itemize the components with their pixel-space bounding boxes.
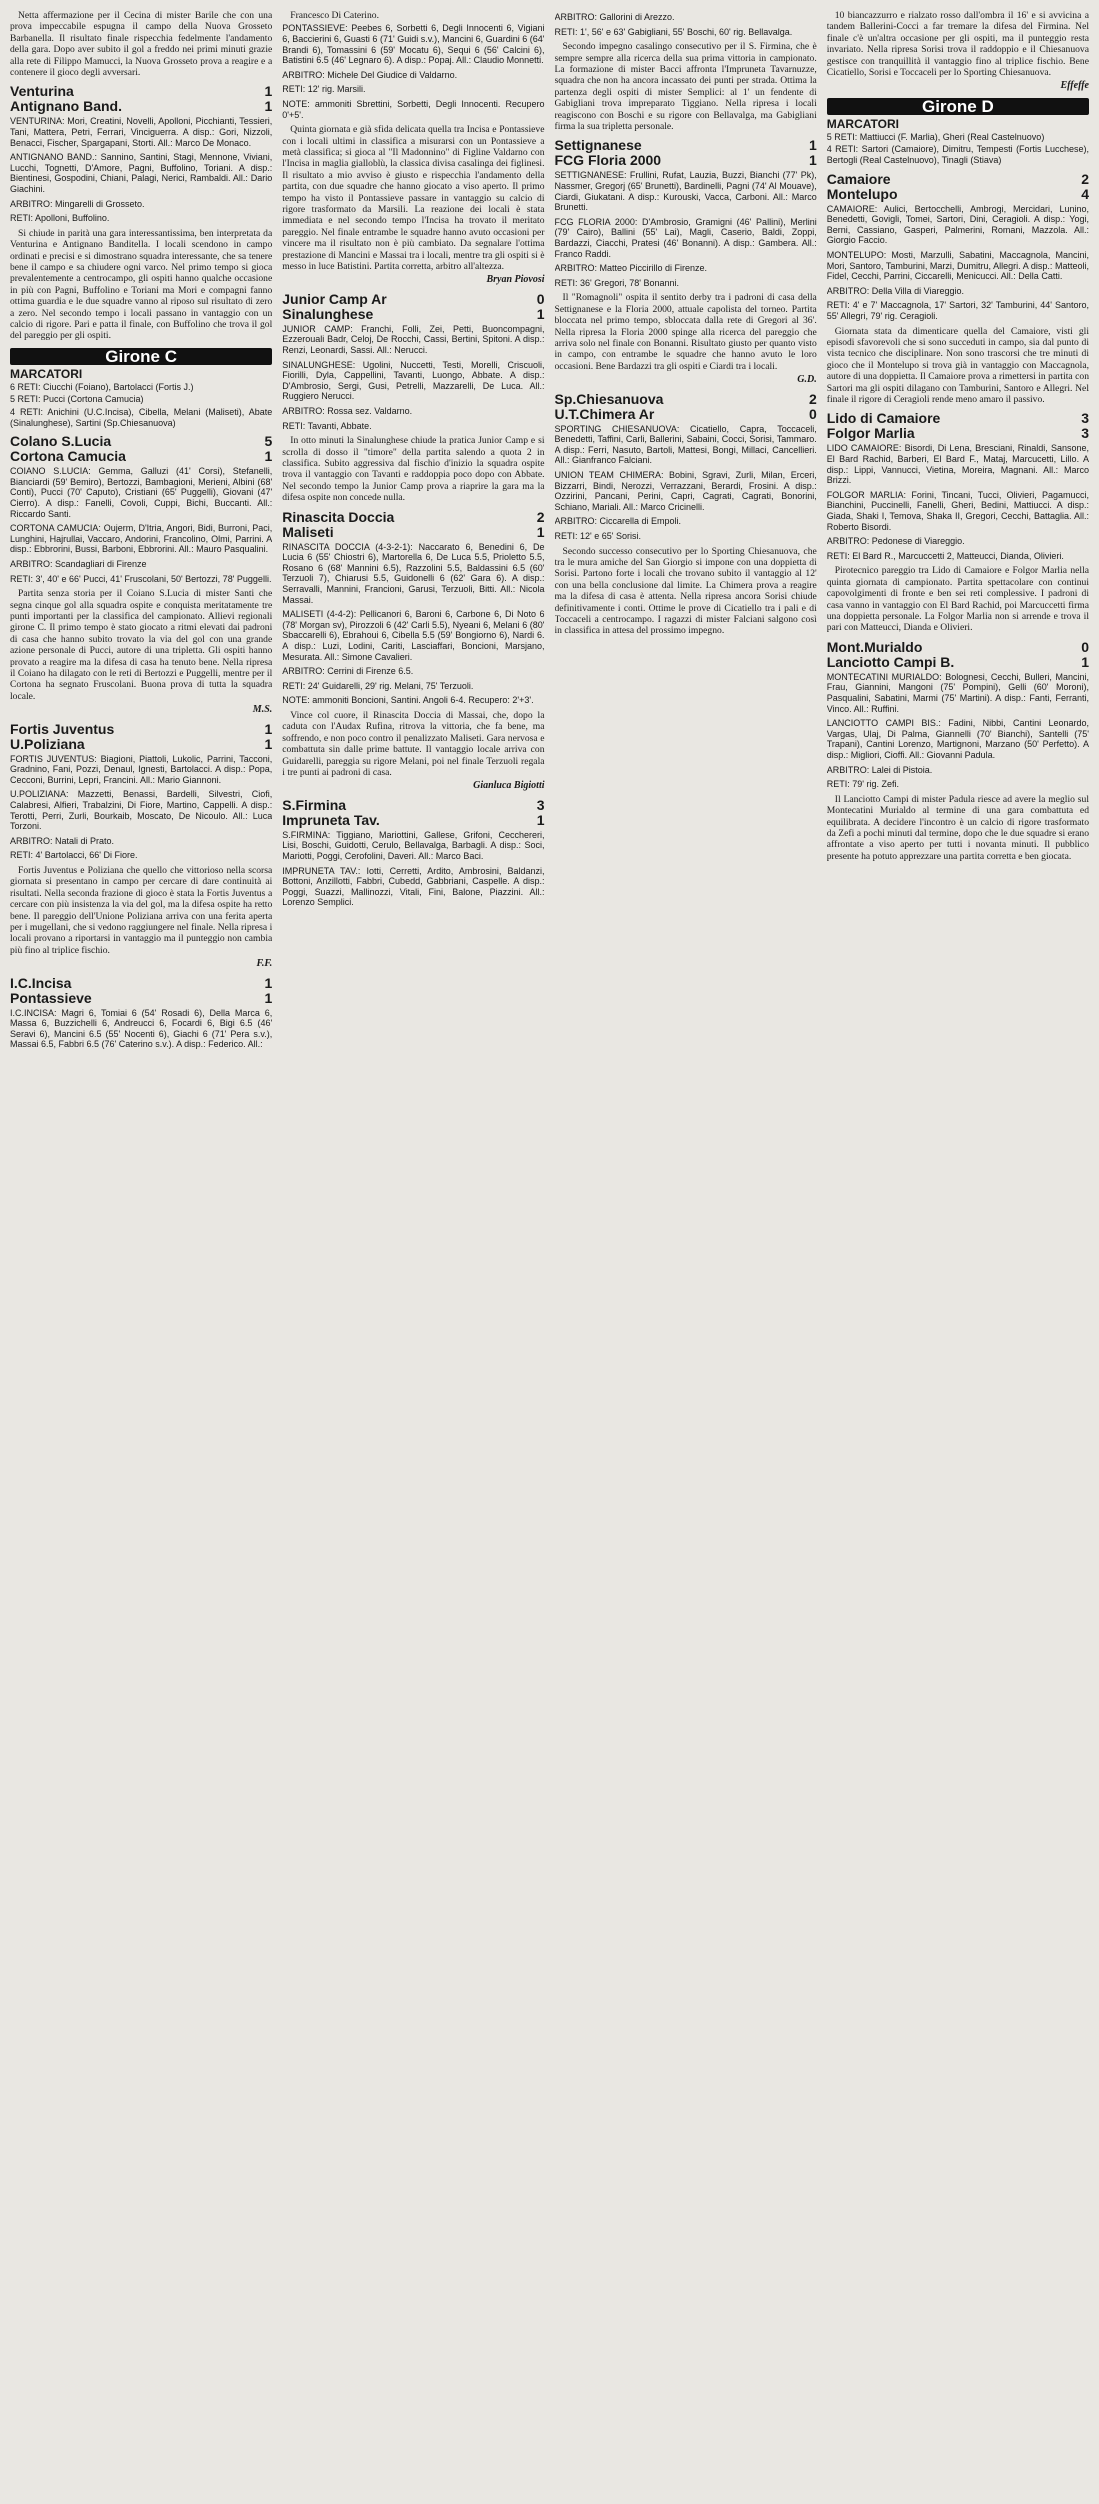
home-team-name: Venturina (10, 83, 74, 100)
away-team-score: 1 (536, 523, 545, 540)
match-away-row (282, 307, 544, 322)
home-team-score: 1 (264, 720, 273, 737)
match-lineup2: U.POLIZIANA: Mazzetti, Benassi, Bardelli, Silvestri, Ciofi, Calabresi, Alfieri, Trabalzini, Di Fiore, Martino, Cappelli. A disp.: Terotti, Perri, Zurli, Bourkaib, Moscato, De Nicoulo. All.: Luca Torzoni. (10, 789, 273, 832)
match-ref: ARBITRO: Pedonese di Viareggio. (826, 536, 965, 547)
match-info-goals: RETI: 12' rig. Marsili. (282, 84, 366, 95)
match-info-ref: ARBITRO: Michele Del Giudice di Valdarno. (282, 69, 458, 80)
match-home-row (282, 510, 544, 525)
match-lineup: COIANO S.LUCIA: Gemma, Galluzi (41' Corsi), Stefanelli, Bianciardi (59' Bemiro), Bertozzi, Bambagioni, Merieni, Albini (68' Conti), Pucci (70' Caputo), Cristiani (65' Puggelli), Giovani (47' Cierro). A disp.: Fanelli, Covoli, Cuppi, Bichi, Buccanti. All.: Riccardo Santi. (10, 466, 273, 519)
home-team-name: Colano S.Lucia (10, 433, 112, 450)
scorers-box (827, 119, 1089, 165)
home-team-score: 1 (808, 137, 817, 154)
column-2 (282, 10, 544, 2484)
article-paragraph: Secondo impegno casalingo consecutivo per il S. Firmina, che è sempre sempre alla ricerca della sua prima vittoria in campionato. La formazione di mister Bacci affronta l'Impruneta Tavarnuzze, squadra che non ha ancora incassato dei punti per strada. Ottima la partenza degli ospiti di mister Semplici: al 1' un fendente di Gabigliani trova impreparato Tiggiano. Nella ripresa i locali reagiscono con Boschi e su rigore con Bellavalga, ma Gabigliani firma la sua tripletta personale. (554, 41, 817, 133)
author-byline: Gianluca Bigiotti (473, 780, 545, 792)
away-team-name: Sinalunghese (282, 305, 374, 322)
match-lineup: SETTIGNANESE: Frullini, Rufat, Lauzia, Buzzi, Bianchi (77' Pk), Nassmer, Gregorj (65' Brunetti), Bardinelli, Pagni (74' Al Mouave), Ciardi, Giukatani. A disp.: Kurouski, Vacca, Carboni. All.: Marco Brunetti. (554, 170, 817, 213)
match-away-row (10, 991, 272, 1006)
match-home-row (555, 138, 817, 153)
article-paragraph: Fortis Juventus e Poliziana che quello che vittorioso nella scorsa giornata si presentano in campo per cercare di dare continuità ai risultati. Nella seconda frazione di gioco è stata la Fortis Juventus a cercare con più insistenza la via del gol, ma la difesa ospite ha retto bene. Il pareggio dell'Unione Poliziana arriva con una ferita aperta per i mugellani, che si vedono raggiungere nel finale. Nella ripresa i locali provano a riportarsi in vantaggio ma il punteggio non cambia più fino al triplice fischio. (10, 864, 273, 956)
away-team-score: 1 (264, 98, 273, 115)
article-paragraph: Netta affermazione per il Cecina di mister Barile che con una prova impeccabile espugna il campo della Nuova Grosseto Barbanella. Il risultato finale rispecchia fedelmente l'andamento della gara. Dopo aver subito il gol a freddo nei primi minuti grazie alla rete di Filippo Mamucci, la Nuova Grosseto prova a reagire e a contenere il gioco degli avversari. (10, 10, 273, 79)
match-home-row (282, 798, 544, 813)
match-goals: RETI: 3', 40' e 66' Pucci, 41' Fruscolani, 50' Bertozzi, 78' Puggelli. (10, 573, 272, 584)
match-away-row (555, 407, 817, 422)
away-team-score: 4 (1081, 185, 1089, 202)
match-goals: RETI: 4' e 7' Maccagnola, 17' Sartori, 32' Tamburini, 44' Santoro, 55' Allegri, 79' rig. Ceragioli. (826, 300, 1089, 321)
home-team-score: 1 (264, 974, 273, 991)
article-paragraph: Vince col cuore, il Rinascita Doccia di Massai, che, dopo la caduta con l'Audax Rufina, ritrova la vittoria, che fa bene, ma soffrendo, e non poco contro il penalizzato Maliseti. Gara nervosa e combattuta sin dalle prime battute. Il vantaggio locale arriva con Guidarelli, pareggia su rigore Melani, poi nel finale Terzuoli regala i tre punti ai padroni di casa. (282, 709, 545, 778)
home-team-name: Mont.Murialdo (826, 638, 923, 655)
away-team-name: Impruneta Tav. (282, 811, 380, 828)
home-team-score: 2 (1081, 170, 1089, 187)
article-paragraph: Pirotecnico pareggio tra Lido di Camaiore e Folgor Marlia nella quinta giornata di campionato. Partita spettacolare con continui capovolgimenti di fronte e ben sei reti complessive. I padroni di casa vanno in vantaggio con El Bard Rachid, poi Marcuccetti firma una doppietta personale. La Folgor Marlia non si arrende e trova il pari con Matteucci, Dianda e Olivieri. (826, 565, 1089, 634)
match-lineup2: SINALUNGHESE: Ugolini, Nuccetti, Testi, Morelli, Criscuoli, Fiorilli, Dyla, Cappellini, Tavanti, Luongo, Abbate. A disp.: D'Ambrosio, Sergi, Gusi, Petrelli, Mazzarelli, De Luca. All.: Ruggiero Nerucci. (282, 359, 545, 402)
match-away-row (10, 99, 272, 114)
away-team-name: U.T.Chimera Ar (554, 405, 655, 422)
match-goals: RETI: 12' e 65' Sorisi. (554, 530, 641, 541)
article-paragraph: 10 biancazzurro e rialzato rosso dall'ombra il 16' e si avvicina a tandem Ballerini-Cocci a far tremare la difesa del Firmina. Nel finale c'è un'altra occasione per gli ospiti, ma il punteggio resta invariato. Nella ripresa Sorisi trova il raddoppio e il Chiesanuova gestisce con tranquillità il vantaggio fino al triplice fischio. Bene Cicatiello, Sorisi e Toccaceli per lo Sporting Chiesanuova. (826, 10, 1089, 79)
match-away-row (827, 655, 1089, 670)
away-team-score: 1 (264, 735, 273, 752)
match-goals: RETI: 24' Guidarelli, 29' rig. Melani, 75' Terzuoli. (282, 680, 474, 691)
match-lineup2: LANCIOTTO CAMPI BIS.: Fadini, Nibbi, Cantini Leonardo, Vargas, Ulaj, Di Palma, Giannelli (70' Bianchi), Santelli (75' Trapani), Cantini Lorenzo, Martignoni, Marzano (50' Perfetto). A disp.: Migliori, Cioffi. All.: Giovanni Padula. (826, 718, 1089, 760)
match-home-row (10, 84, 272, 99)
match-lineup2: FCG FLORIA 2000: D'Ambrosio, Gramigni (46' Pallini), Merlini (79' Cairo), Ballini (55' Lai), Magli, Caserio, Baldi, Zoppi, Bardazzi, Ciacchi, Pratesi (46' Bonanni). A disp.: Gambera. All.: Franco Raddi. (554, 216, 817, 259)
group-header: Girone C (10, 348, 272, 365)
match-away-row (827, 187, 1089, 202)
group-header: Girone D (827, 98, 1089, 115)
match-lineup2: MALISETI (4-4-2): Pellicanori 6, Baroni 6, Carbone 6, Di Noto 6 (78' Morgan sv), Pirozzoli 6 (42' Carli 5.5), Nyeani 6, Melani 6 (80' Sbaccarelli 6), Ebrahoui 6, Cibella 5.5 (59' Bongiorno 6), Nardi 6. A disp.: Luzi, Lodini, Cariti, Lasciaffari, Boncioni, Marsjano, Mesurata. All.: Simone Cavalieri. (282, 609, 545, 662)
match-home-row (282, 292, 544, 307)
home-team-score: 3 (536, 796, 545, 813)
away-team-score: 1 (264, 448, 273, 465)
match-away-row (555, 153, 817, 168)
away-team-name: Pontassieve (10, 989, 92, 1006)
scorers-line: 6 RETI: Ciucchi (Foiano), Bartolacci (Fortis J.) (10, 381, 194, 392)
home-team-name: Fortis Juventus (10, 720, 115, 737)
home-team-name: Settignanese (554, 137, 642, 154)
match-info-text: ARBITRO: Gallorini di Arezzo. (554, 12, 675, 22)
newspaper-page (10, 10, 1089, 2484)
away-team-score: 1 (536, 811, 545, 828)
match-home-row (10, 722, 272, 737)
match-ref: ARBITRO: Natali di Prato. (10, 835, 115, 846)
match-info-goals: RETI: 1', 56' e 63' Gabigliani, 55' Boschi, 60' rig. Bellavalga. (554, 26, 793, 37)
away-team-name: Maliseti (282, 523, 334, 540)
away-team-name: Folgor Marlia (826, 425, 915, 442)
away-team-name: U.Poliziana (10, 735, 85, 752)
home-team-score: 1 (264, 83, 273, 100)
match-lineup2: IMPRUNETA TAV.: Iotti, Cerretti, Ardito, Ambrosini, Baldanzi, Bottoni, Anzillotti, Fabbri, Cubedd, Gabbriani, Caspelle. A disp.: Poggi, Suazzi, Mallinozzi, Vitali, Fini, Balone, Piazzini. All.: Lorenzo Semplici. (282, 865, 545, 908)
away-team-name: Montelupo (826, 185, 898, 202)
match-ref: ARBITRO: Mingarelli di Grosseto. (10, 198, 145, 209)
article-paragraph: Partita senza storia per il Coiano S.Lucia di mister Santi che segna cinque gol alla squadra ospite e conquista meritatamente tre punti importanti per la classifica del campionato. Allievi regionali girone C. Il primo tempo è stato giocato a ritmi elevati dai padroni di casa che hanno subito trovato la via del gol con una grande azione personale di Pucci, autore di una tripletta. Gli ospiti hanno provato a reagire ma la difesa di casa ha tenuto bene. Nella ripresa il Coiano ha dilagato con le reti di Bertozzi e Puggelli, mentre per il Cortona ha segnato Fruscolani. Buona prova di tutta la squadra locale. (10, 588, 273, 702)
match-lineup2: ANTIGNANO BAND.: Sannino, Santini, Stagi, Mennone, Viviani, Lucchi, Tognetti, D'Amore, Pagni, Buffolino, Toriani. A disp.: Bientinesi, Gospodini, Chiani, Palagi, Nerici, Rambaldi. All.: Dario Giachini. (10, 152, 273, 194)
match-home-row (555, 392, 817, 407)
match-home-row (827, 411, 1089, 426)
match-away-row (282, 525, 544, 540)
scorers-title: MARCATORI (826, 117, 899, 132)
match-goals: RETI: 36' Gregori, 78' Bonanni. (554, 277, 680, 288)
match-info-notes: NOTE: ammoniti Sbrettini, Sorbetti, Degli Innocenti. Recupero 0'+5'. (282, 98, 545, 120)
away-team-name: FCG Floria 2000 (554, 152, 662, 169)
home-team-name: Rinascita Doccia (282, 508, 395, 525)
match-goals: RETI: Apolloni, Buffolino. (10, 213, 110, 224)
home-team-name: I.C.Incisa (10, 974, 72, 991)
match-lineup2: UNION TEAM CHIMERA: Bobini, Sgravi, Zurli, Milan, Erceri, Bizzarri, Bindi, Nerozzi, Verrazzani, Berardi, Frosini. A disp.: Ozzirini, Pancani, Perini, Capri, Cagrati, Cagrati, Bonorini, Schiano, Mariali. All.: Marco Cricinelli. (554, 470, 817, 512)
article-paragraph: Giornata stata da dimenticare quella del Camaiore, visti gli episodi sfavorevoli che si sono succeduti in campo, sia dal punto di vista tecnico che disciplinare. Non sono trascorsi che tre minuti di gioco che il Montelupo si trova già in vantaggio con Maccagnola, autore di una doppietta. Il Camaiore prova a rimettersi in partita con Sartori ma gli ospiti dilagano con Tamburini, Santoro e Allegri. Nel finale il rigore di Ceragioli rende meno amaro il passivo. (826, 325, 1089, 405)
author-byline: Bryan Piovosi (486, 274, 545, 286)
match-lineup: RINASCITA DOCCIA (4-3-2-1): Naccarato 6, Benedini 6, De Lucia 6 (55' Chiostri 6), Martorella 6, De Luca 5.5, Prioletto 5.5, Rosano 6 (68' Mannini 6.5), Razzolini 5.5, Baldassini 6.5 (60' Terzuoli 7), Chiarusi 5.5, Guidonelli 6 (62' Gara 6). A disp.: Serravalli, Mannini, Francioni, Garusi, Terzuoli, Bitti. All.: Nicola Massai. (282, 541, 545, 605)
author-byline: F.F. (256, 958, 273, 970)
home-team-score: 3 (1081, 410, 1089, 427)
scorers-line: 5 RETI: Pucci (Cortona Camucia) (10, 394, 144, 405)
article-paragraph: Il "Romagnoli" ospita il sentito derby tra i padroni di casa della Settignanese e la Floria 2000, attuale capolista del torneo. Partita bloccata nel primo tempo, sbloccata dalla rete di Gregori al 36'. Nella ripresa la Floria 2000 spinge alla ricerca del pareggio che arriva solo nel finale con Bonanni. Risultato giusto per quanto visto in campo, con entrambe le squadre che hanno avuto le loro occasioni. Bene Bardazzi tra gli ospiti e Ciardi tra i locali. (554, 292, 817, 372)
match-ref: ARBITRO: Della Villa di Viareggio. (826, 285, 964, 296)
match-ref: ARBITRO: Cerrini di Firenze 6.5. (282, 666, 414, 677)
match-lineup: VENTURINA: Mori, Creatini, Novelli, Apolloni, Picchianti, Tessieri, Tani, Mattera, Petri, Ferrari, Vinciguerra. A disp.: Gori, Nizzoli, Benacci, Fischer, Spargapani, Storti. All.: Marco De Monaco. (10, 116, 273, 148)
match-lineup2: CORTONA CAMUCIA: Oujerm, D'Itria, Angori, Bidi, Burroni, Paci, Lunghini, Hajrullai, Vaccaro, Andorini, Francolino, Olmi, Parrini. A disp.: Ebbrorini, Bussi, Barboni, Ebbrorini. All.: Mauro Pasqualini. (10, 523, 273, 555)
match-lineup: MONTECATINI MURIALDO: Bolognesi, Cecchi, Bulleri, Mancini, Frau, Giannini, Mangoni (75' Pompini), Gelli (60' Moroni), Pasqualini, Sabatini, Marmi (75' Martini). A disp.: Fanti, Ferranti, Vinco. All.: Ruffini. (826, 671, 1089, 714)
home-team-score: 2 (808, 390, 817, 407)
match-lineup: I.C.INCISA: Magri 6, Tomiai 6 (54' Rosadi 6), Della Marca 6, Massa 6, Buzzichelli 6, Andreucci 6, Focardi 6, Bigi 6.5 (46' Seravi 6), Mancini 6.5 (55' Nocenti 6), Giachi 6 (71' Pera s.v.), Massai 6.5, Fabbri 6.5 (76' Caterino s.v.). A disp.: Federico. All.: (10, 1007, 273, 1050)
match-lineup2: FOLGOR MARLIA: Forini, Tincani, Tucci, Olivieri, Pagamucci, Bianchini, Puccinelli, Fanelli, Gheri, Bedini, Mattiucci. A disp.: Giada, Shaki I, Temova, Shaka II, Gregori, Cecchi, Battaglia. All.: Roberto Bisordi. (826, 489, 1089, 532)
match-lineup2: MONTELUPO: Mosti, Marzulli, Sabatini, Maccagnola, Mancini, Mori, Santoro, Tamburini, Marzi, Dumitru, Allegri. A disp.: Matteoli, Fidel, Cecchi, Parrini, Ciccarelli, Menicucci. All.: Della Catti. (826, 250, 1089, 282)
scorers-line: 5 RETI: Mattiucci (F. Marlia), Gheri (Real Castelnuovo) (826, 131, 1045, 142)
match-notes: NOTE: ammoniti Boncioni, Santini. Angoli 6-4. Recupero: 2'+3'. (282, 695, 534, 706)
match-goals: RETI: Tavanti, Abbate. (282, 420, 372, 431)
match-ref: ARBITRO: Matteo Piccirillo di Firenze. (554, 263, 708, 274)
match-ref: ARBITRO: Lalei di Pistoia. (826, 764, 933, 775)
home-team-name: Sp.Chiesanuova (554, 390, 664, 407)
home-team-score: 0 (1081, 638, 1089, 655)
match-ref: ARBITRO: Scandagliari di Firenze (10, 558, 147, 569)
away-team-name: Cortona Camucia (10, 448, 126, 465)
author-byline: M.S. (252, 704, 273, 716)
match-away-row (282, 813, 544, 828)
away-team-score: 0 (808, 405, 817, 422)
away-team-score: 1 (1081, 653, 1089, 670)
match-lineup: JUNIOR CAMP: Franchi, Folli, Zei, Petti, Buoncompagni, Ezzerouali Badr, Celoj, De Rocchi, Cassi, Bertini, Spitoni. A disp.: Renzi, Leonardi, Sassi. All.: Nerucci. (282, 323, 545, 356)
scorers-title: MARCATORI (10, 367, 83, 382)
match-home-row (10, 434, 272, 449)
match-lineup: CAMAIORE: Aulici, Bertocchelli, Ambrogi, Mercidari, Lunino, Benedetti, Govigli, Tomei, Sartori, Dini, Ceragioli. A disp.: Yogi, Berni, Cassiano, Gasperi, Palmerini, Romani, Mazzola. All.: Giorgio Faccio. (826, 203, 1089, 246)
match-lineup: FORTIS JUVENTUS: Biagioni, Piattoli, Lukolic, Parrini, Tacconi, Gradnino, Fani, Pozzi, Denaul, Ignesti, Bartolacci. A disp.: Popa, Cecconi, Burrini, Lepri, Francini. All.: Mario Giannoni. (10, 753, 273, 785)
column-3 (555, 10, 817, 2484)
scorers-box (10, 369, 272, 428)
match-ref: ARBITRO: Ciccarella di Empoli. (554, 516, 682, 527)
scorers-line: 4 RETI: Anichini (U.C.Incisa), Cibella, Melani (Maliseti), Abate (Sinalunghese), Sartini (Sp.Chiesanuova) (10, 407, 273, 428)
author-byline: G.D. (797, 374, 817, 386)
match-goals: RETI: 79' rig. Zefi. (826, 779, 899, 790)
home-team-name: Lido di Camaiore (826, 410, 941, 427)
match-info-text: PONTASSIEVE: Peebes 6, Sorbetti 6, Degli Innocenti 6, Vigiani 6, Baccierini 6, Guasti 6 (71' Guidi s.v.), Mancini 6, Guardini 6 (64' Brandi 6), Tomassini 6 (59' Mocatu 6), Sequi 6 (56' Calcini 6), Batistini 6.5 (46' Legnaro 6). A disp.: Popaj. All.: Claudio Monnetti. (282, 23, 545, 66)
match-away-row (10, 449, 272, 464)
column-4 (827, 10, 1089, 2484)
away-team-name: Antignano Band. (10, 98, 122, 115)
match-home-row (827, 172, 1089, 187)
away-team-score: 3 (1081, 425, 1089, 442)
article-paragraph: Quinta giornata e già sfida delicata quella tra Incisa e Pontassieve con i locali ultimi in classifica a misurarsi con un Pontassieve a metà classifica; si gioca al "Il Madonnino" di Figline Valdarno con l'Incisa in maglia gialloblù, la classica divisa casalinga dei figlinesi. Il risultato a mio avviso è giusto e rispecchia l'andamento della partita, con due squadre che hanno giocato a viso aperto. Il primo tempo ha visto il Pontassieve passare in vantaggio su calcio di rigore trasformato da Marsili. La reazione dei locali è stata immediata e nel secondo tempo l'Incisa ha trovato il meritato pareggio. Nel finale entrambe le squadre hanno avuto occasioni per vincere ma il risultato non è più cambiato. Da segnalare l'ottima prestazione di Mancini e Massai tra i locali, mentre tra gli ospiti si è messo in luce Batistini. Partita corretta, arbitro all'altezza. (282, 124, 545, 273)
match-goals: RETI: 4' Bartolacci, 66' Di Fiore. (10, 850, 138, 861)
match-lineup: SPORTING CHIESANUOVA: Cicatiello, Capra, Toccaceli, Benedetti, Taffini, Carli, Ballerini, Sabaini, Cocci, Sorisi, Tammaro. A disp.: Ferri, Nasuto, Bartoli, Mattesi, Bongi, Millaci, Cancellieri. All.: Gianfranco Falciani. (554, 423, 817, 466)
article-paragraph: In otto minuti la Sinalunghese chiude la pratica Junior Camp e si scrolla di dosso il "timore" della partita salendo a quota 2 in classifica. Subito aggressiva dal fischio d'inizio la squadra ospite trova il vantaggio con Tavanti e raddoppia poco dopo con Abbate. Nel secondo tempo la Junior Camp prova a riaprire la gara ma la difesa ospite non concede nulla. (282, 435, 545, 504)
away-team-score: 1 (536, 305, 545, 322)
away-team-score: 1 (264, 989, 273, 1006)
match-goals: RETI: El Bard R., Marcuccetti 2, Matteucci, Dianda, Olivieri. (826, 550, 1064, 561)
match-lineup: S.FIRMINA: Tiggiano, Mariottini, Gallese, Grifoni, Cecchereri, Lisi, Boschi, Guidotti, Cerulo, Bellavalga, Barbagli. A disp.: Soci, Mariotti, Poggi, Cerofolini, Daveri. All.: Marco Baci. (282, 829, 545, 861)
match-home-row (10, 976, 272, 991)
column-1 (10, 10, 272, 2484)
match-away-row (10, 737, 272, 752)
match-lineup: LIDO CAMAIORE: Bisordi, Di Lena, Bresciani, Rinaldi, Sansone, El Bard Rachid, Barberi, El Bard F., Mataj, Marcucetti, Lillo. A disp.: Lippi, Vannucci, Vietina, Moreira, Magnani. All.: Marco Brizzi. (826, 443, 1089, 486)
match-away-row (827, 426, 1089, 441)
home-team-score: 2 (536, 508, 545, 525)
match-home-row (827, 640, 1089, 655)
home-team-name: Junior Camp Ar (282, 290, 387, 307)
article-paragraph: Il Lanciotto Campi di mister Padula riesce ad avere la meglio sul Montecatini Murialdo al termine di una gara combattuta ed equilibrata. A decidere l'incontro è un calcio di rigore trasformato da Zefi a pochi minuti dal termine, dopo che le due squadre si erano affrontate a viso aperto per tutti i novanta minuti. Il pubblico presente ha potuto apprezzare una partita corretta e ben giocata. (826, 793, 1089, 862)
author-byline: Effeffe (1060, 80, 1089, 92)
scorers-line: 4 RETI: Sartori (Camaiore), Dimitru, Tempesti (Fortis Lucchese), Bertogli (Real Castelnuovo), Tinagli (Stiava) (826, 144, 1089, 166)
article-paragraph: Secondo successo consecutivo per lo Sporting Chiesanuova, che tra le mura amiche del San Giorgio si impone con una doppietta di Sorisi. Partono forte i locali che trovano subito il vantaggio al 12' con una bella conclusione dal limite. La Chimera prova a reagire ma la difesa di casa è attenta. Nella ripresa ancora Sorisi chiude definitivamente i conti. Ottime le prove di Cicatiello tra i pali e di Toccaceli a centrocampo. I ragazzi di mister Falciani salgono così in classifica in attesa del prossimo impegno. (554, 545, 817, 637)
home-team-name: Camaiore (826, 170, 891, 187)
home-team-name: S.Firmina (282, 796, 347, 813)
home-team-score: 0 (536, 290, 545, 307)
article-paragraph: Si chiude in parità una gara interessantissima, ben interpretata da Venturina e Antignano Banditella. I locali scendono in campo ordinati e precisi e si dimostrano squadra interessante, che sa tenere bene il campo e sa chiudere ogni varco. Nel primo tempo si gioca prevalentemente a centrocampo, gli ospiti hanno qualche occasione in più con Pagni, Buffolino e Toriani ma Mori e compagni fanno ottima guardia e le due squadre vanno al riposo sul risultato di zero a zero. Nel secondo tempo i locali passano in vantaggio con un calcio di rigore. Pari e patta il finale, con Buffolino che trova il gol del pareggio per gli ospiti. (10, 227, 273, 342)
article-paragraph: Francesco Di Caterino. (290, 10, 379, 21)
away-team-score: 1 (808, 152, 817, 169)
home-team-score: 5 (264, 433, 273, 450)
away-team-name: Lanciotto Campi B. (826, 653, 955, 670)
match-ref: ARBITRO: Rossa sez. Valdarno. (282, 406, 413, 416)
